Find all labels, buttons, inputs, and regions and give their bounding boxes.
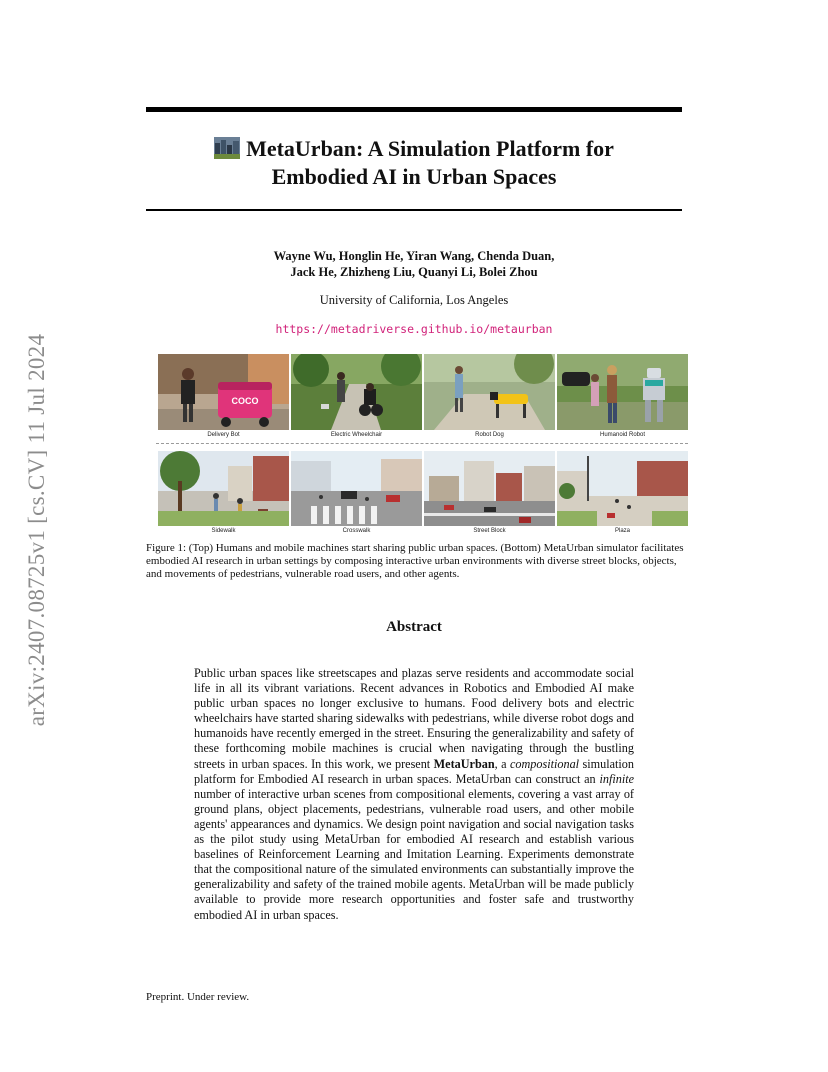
metaurban-emphasis: MetaUrban xyxy=(433,756,495,771)
figure-row-divider xyxy=(156,443,688,444)
arxiv-identifier: arXiv:2407.08725v1 [cs.CV] 11 Jul 2024 xyxy=(24,333,49,727)
author-list: Wayne Wu, Honglin He, Yiran Wang, Chenda Duan, Jack He, Zhizheng Liu, Quanyi Li, Bolei Zhou xyxy=(273,249,555,279)
caption-humanoid-robot: Humanoid Robot xyxy=(599,432,646,438)
humanoid-robot-photo xyxy=(557,354,688,430)
plaza-sim-render xyxy=(557,451,688,526)
street-block-sim-render xyxy=(424,451,555,526)
caption-street-block: Street Block xyxy=(473,528,506,534)
abstract-body: Public urban spaces like streetscapes and plazas serve residents and accommodate social life in all its vibrant variations. Recent advances in Robotics and Embodied AI make public urban spaces no longer exclusive to humans. Food delivery bots and electric wheelchairs have started sharing sidewalks with pedestrians, while diverse robot dogs and humanoids have recently emerged in the street. Ensuring the generalizability and safety of these forthcoming mobile machines is crucial when navigating through the bustling streets in urban spaces. In this work, we present MetaUrban, a compositional simulation platform for Embodied AI research in urban spaces. MetaUrban can construct an infinite number of interactive urban scenes from compositional elements, covering a vast array of ground plans, object placements, pedestrians, vulnerable road users, and other mobile agents' appearances and dynamics. We design point navigation and social navigation tasks as the pilot study using MetaUrban for embodied AI research and establish various baselines of Reinforcement Learning and Imitation Learning. Experiments demonstrate that the compositional nature of the simulated environments can substantially improve the generalizability and safety of the trained mobile agents. MetaUrban will be made publicly available to provide more research opportunities and foster safe and trustworthy embodied AI in urban spaces. xyxy=(194,666,634,922)
abstract-heading: Abstract xyxy=(386,619,442,635)
delivery-bot-photo xyxy=(158,354,289,430)
footer-note: Preprint. Under review. xyxy=(146,991,250,1003)
sidewalk-sim-render xyxy=(158,451,289,526)
caption-crosswalk: Crosswalk xyxy=(342,528,371,534)
robot-dog-photo xyxy=(424,354,555,430)
caption-electric-wheelchair: Electric Wheelchair xyxy=(330,432,383,438)
affiliation: University of California, Los Angeles xyxy=(319,293,509,307)
paper-title xyxy=(146,135,682,191)
caption-robot-dog: Robot Dog xyxy=(475,432,504,438)
title-line-1: MetaUrban: A Simulation Platform for xyxy=(246,136,614,161)
title-line-2: Embodied AI in Urban Spaces xyxy=(271,164,557,189)
city-skyline-icon xyxy=(214,137,240,159)
figure-caption: Figure 1: (Top) Humans and mobile machines start sharing public urban spaces. (Bottom) MetaUrban simulator facilitates embodied AI research in urban settings by composing interactive urban environments with diverse street blocks, objects, and movements of pedestrians, vulnerable road users, and other agents. xyxy=(146,542,684,581)
caption-delivery-bot: Delivery Bot xyxy=(207,432,240,438)
delivery-bot-robot-label: COCO xyxy=(231,396,259,406)
caption-sidewalk: Sidewalk xyxy=(211,528,236,534)
caption-plaza: Plaza xyxy=(614,528,630,534)
title-bottom-rule xyxy=(146,209,682,211)
electric-wheelchair-photo xyxy=(291,354,422,430)
project-url-link[interactable]: https://metadriverse.github.io/metaurban xyxy=(275,322,553,336)
title-top-rule xyxy=(146,107,682,112)
crosswalk-sim-render xyxy=(291,451,422,526)
